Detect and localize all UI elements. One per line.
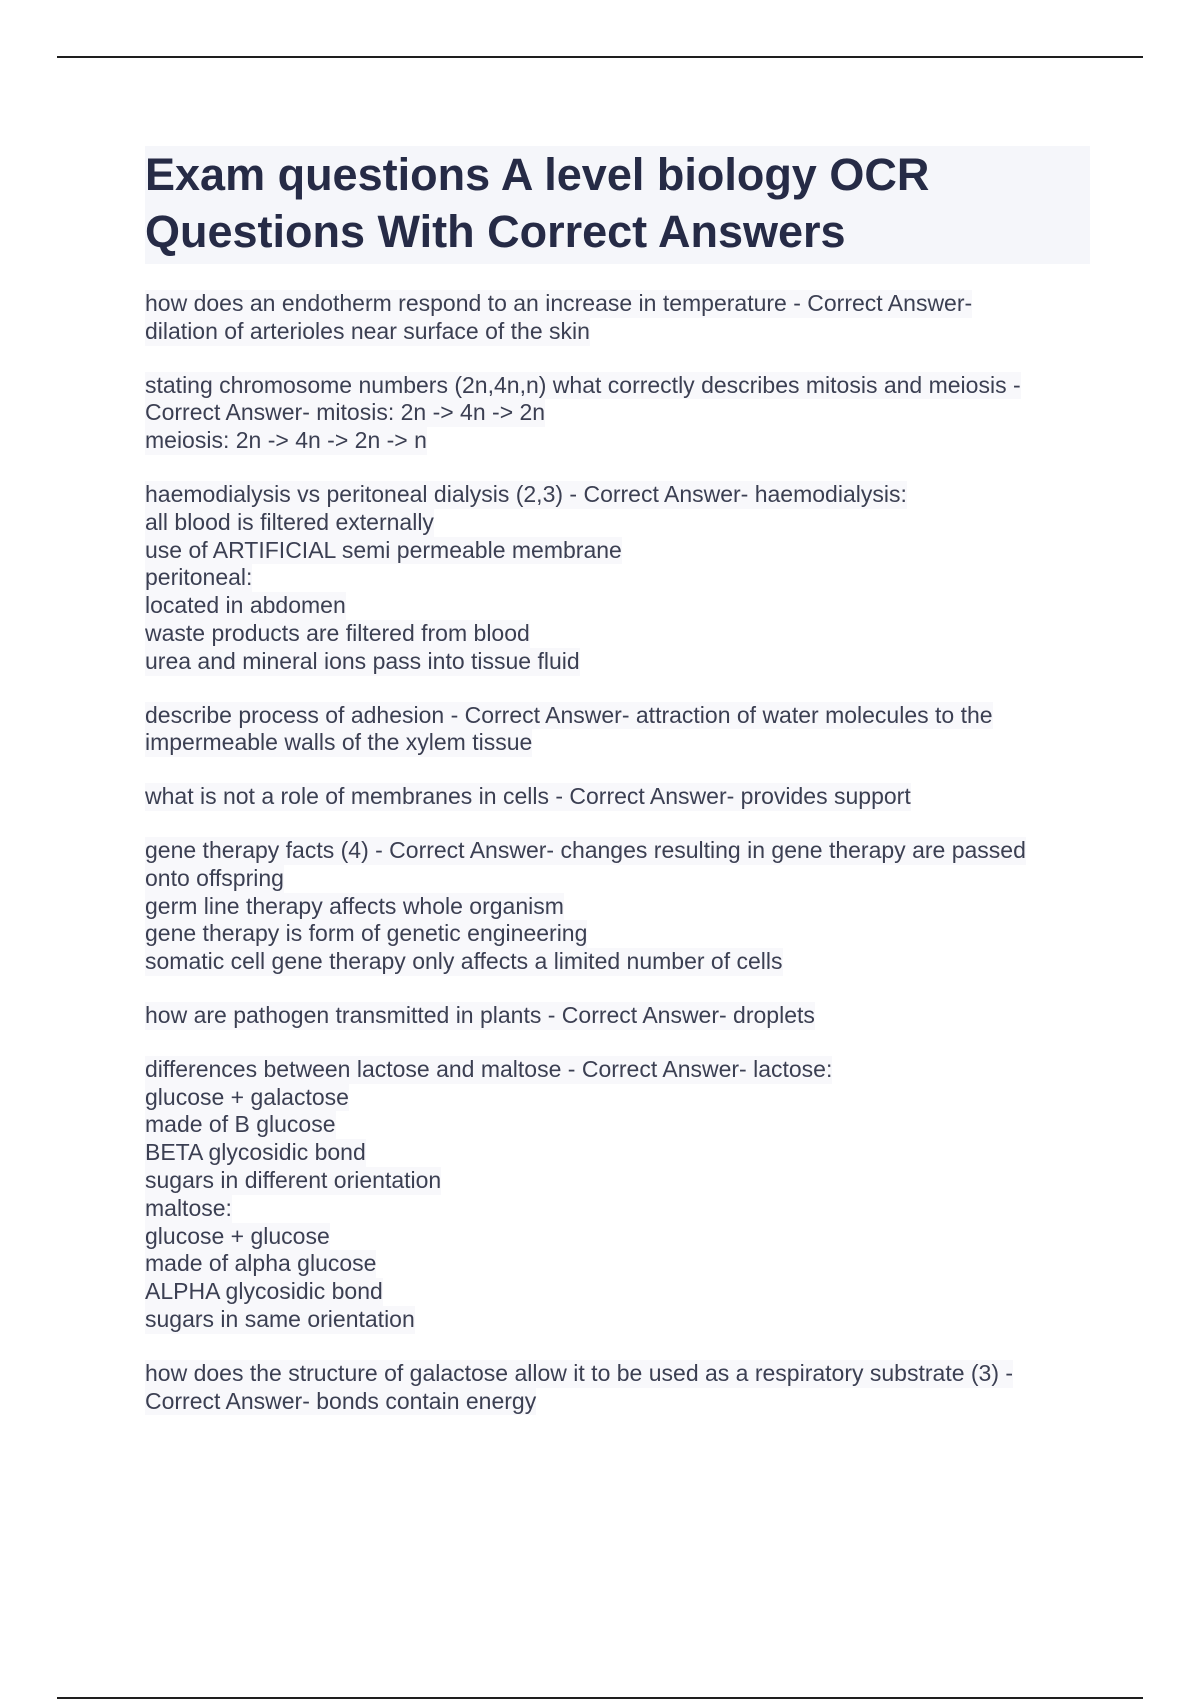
qa-line: urea and mineral ions pass into tissue fluid: [145, 647, 580, 674]
qa-line: located in abdomen: [145, 592, 346, 619]
qa-list: [145, 290, 1090, 1415]
qa-line: waste products are filtered from blood: [145, 619, 530, 646]
title-line: Questions With Correct Answers: [145, 206, 846, 257]
qa-line: ALPHA glycosidic bond: [145, 1278, 383, 1305]
document-body: [145, 146, 1090, 1441]
qa-item: [145, 481, 1090, 676]
qa-line: germ line therapy affects whole organism: [145, 892, 564, 919]
qa-line: sugars in different orientation: [145, 1166, 442, 1193]
qa-line: Correct Answer- bonds contain energy: [145, 1387, 537, 1414]
qa-line: differences between lactose and maltose - Correct Answer- lactose:: [145, 1055, 833, 1082]
qa-line: what is not a role of membranes in cells - Correct Answer- provides support: [145, 783, 911, 810]
qa-item: [145, 783, 1090, 811]
qa-line: how does an endotherm respond to an increase in temperature - Correct Answer-: [145, 290, 973, 316]
qa-item: [145, 372, 1090, 455]
qa-line: sugars in same orientation: [145, 1305, 415, 1332]
qa-line: peritoneal:: [145, 564, 253, 591]
qa-line: impermeable walls of the xylem tissue: [145, 729, 533, 756]
title-block: [145, 146, 1090, 264]
title-line: Exam questions A level biology OCR: [145, 149, 930, 200]
qa-line: Correct Answer- mitosis: 2n -> 4n -> 2n: [145, 399, 546, 426]
qa-line: made of alpha glucose: [145, 1250, 377, 1277]
qa-item: [145, 1002, 1090, 1030]
qa-item: [145, 290, 1090, 346]
qa-line: stating chromosome numbers (2n,4n,n) what correctly describes mitosis and meiosis -: [145, 371, 1021, 398]
qa-line: maltose:: [145, 1194, 232, 1221]
qa-line: glucose + glucose: [145, 1222, 330, 1249]
qa-line: describe process of adhesion - Correct Answer- attraction of water molecules to the: [145, 701, 993, 728]
qa-item: [145, 837, 1090, 976]
qa-item: [145, 702, 1090, 758]
qa-line: BETA glycosidic bond: [145, 1139, 366, 1166]
qa-line: gene therapy is form of genetic engineering: [145, 920, 588, 947]
qa-line: glucose + galactose: [145, 1083, 349, 1110]
qa-line: onto offspring: [145, 864, 284, 891]
qa-line: all blood is filtered externally: [145, 508, 434, 535]
top-rule: [57, 56, 1143, 58]
qa-line: gene therapy facts (4) - Correct Answer- changes resulting in gene therapy are passed: [145, 836, 1026, 863]
qa-line: use of ARTIFICIAL semi permeable membrane: [145, 536, 622, 563]
qa-line: haemodialysis vs peritoneal dialysis (2,3) - Correct Answer- haemodialysis:: [145, 480, 907, 507]
qa-line: made of B glucose: [145, 1111, 336, 1138]
qa-line: meiosis: 2n -> 4n -> 2n -> n: [145, 427, 427, 454]
page-title: [145, 146, 1086, 260]
qa-line: how are pathogen transmitted in plants - Correct Answer- droplets: [145, 1001, 815, 1028]
qa-line: how does the structure of galactose allow it to be used as a respiratory substrate (3) -: [145, 1359, 1014, 1386]
qa-line: somatic cell gene therapy only affects a limited number of cells: [145, 948, 783, 975]
qa-item: [145, 1056, 1090, 1334]
bottom-rule: [57, 1697, 1143, 1699]
qa-line: dilation of arterioles near surface of the skin: [145, 317, 590, 344]
qa-item: [145, 1360, 1090, 1416]
